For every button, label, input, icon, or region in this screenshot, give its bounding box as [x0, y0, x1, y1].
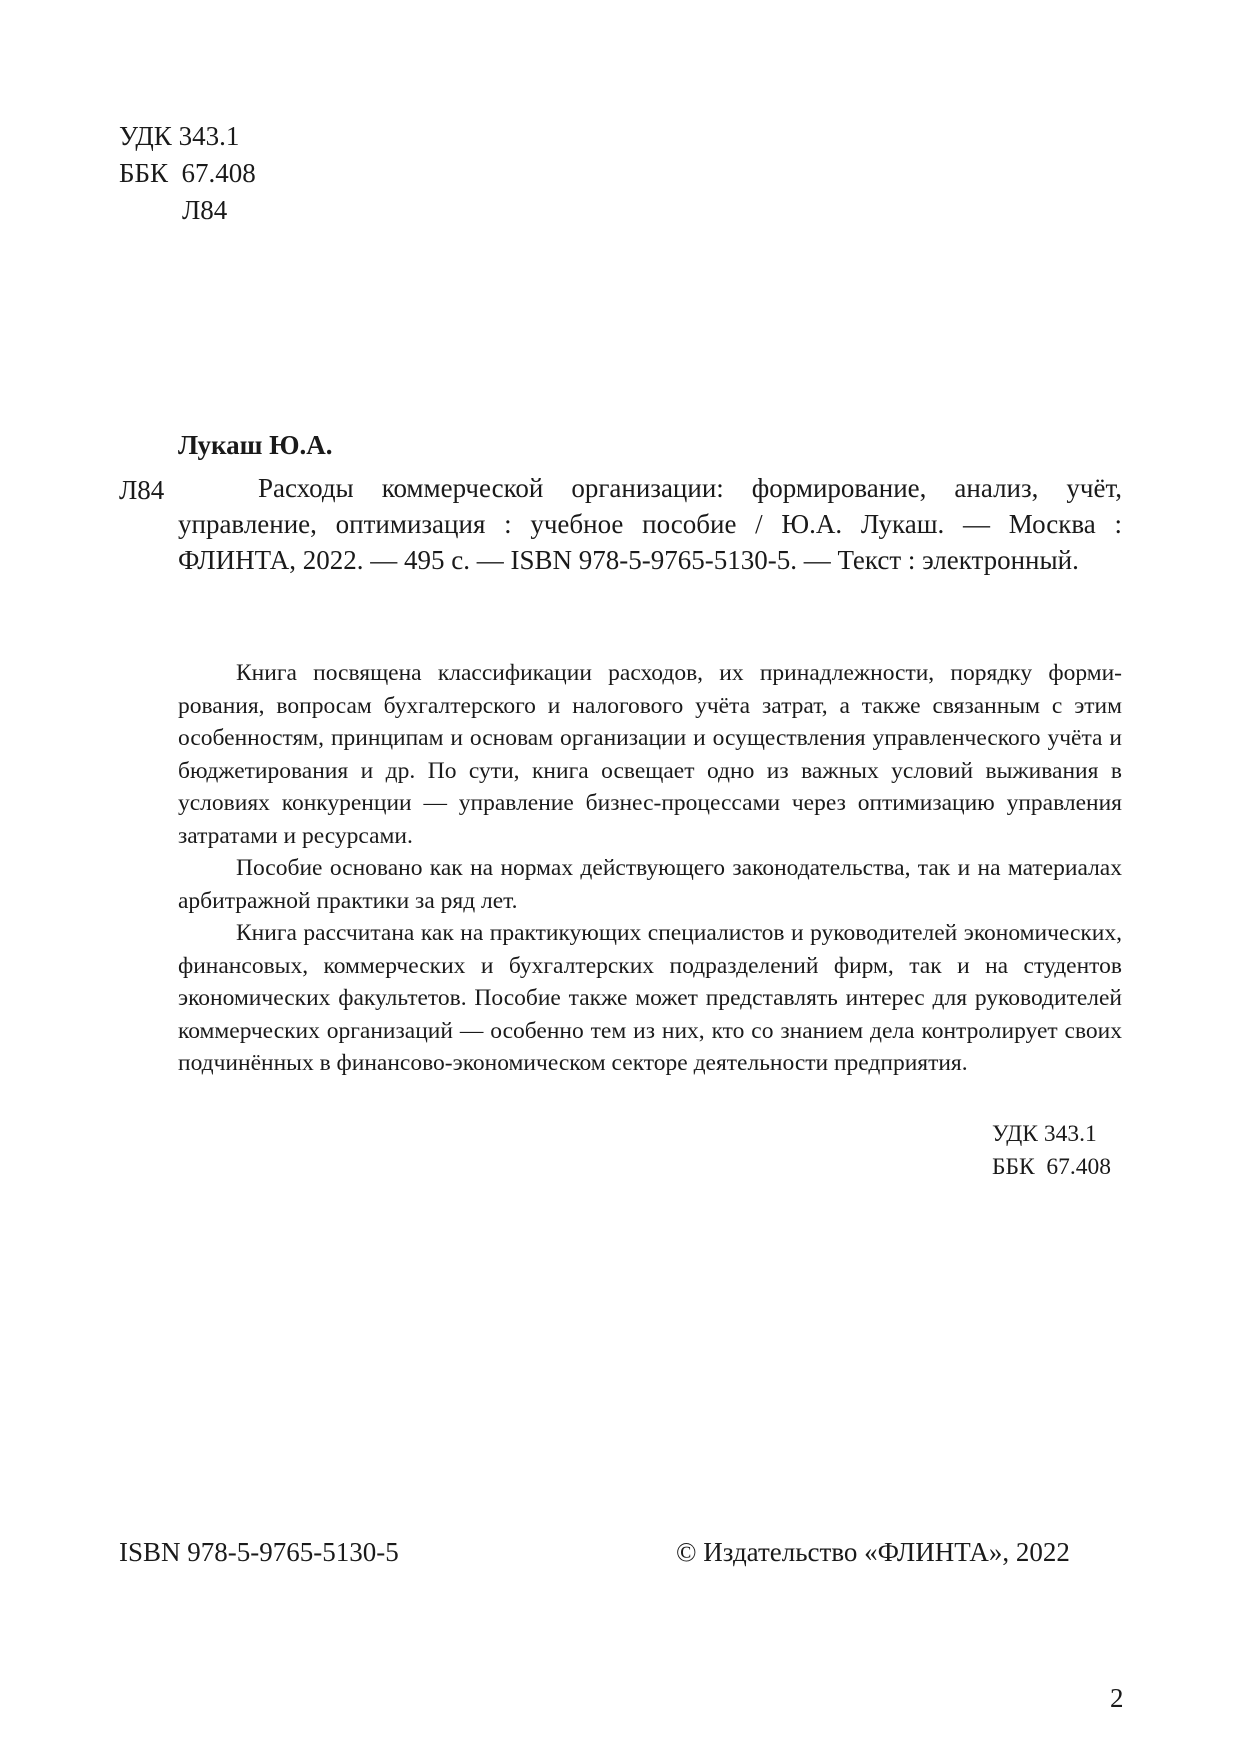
classification-top: [119, 118, 256, 229]
classification-bottom: [992, 1118, 1111, 1184]
annotation-paragraph: Книга рассчитана как на практикующих специалистов и руководителей экономических, финансовых, коммерческих и бухгалтерских подразделений фирм, так и на студентов экономических факультетов. Пособие также может представлять интерес для руководителей коммерческих организаций — особенно тем из них, кто со знанием дела контролирует своих подчинённых в финансово-экономическом секторе деятельности предприятия.: [178, 920, 1122, 1076]
bbk-code-top: ББК 67.408: [119, 158, 256, 188]
annotation: [178, 657, 1122, 1080]
udk-code-bottom: УДК 343.1: [992, 1121, 1097, 1147]
author-name: Лукаш Ю.А.: [178, 430, 333, 460]
copyright: © Издательство «ФЛИНТА», 2022: [676, 1537, 1070, 1567]
author-mark-record: Л84: [119, 475, 165, 505]
author-mark-top: Л84: [182, 195, 228, 225]
bbk-code-bottom: ББК 67.408: [992, 1154, 1112, 1180]
udk-code-top: УДК 343.1: [119, 121, 240, 151]
isbn: ISBN 978-5-9765-5130-5: [119, 1537, 399, 1567]
annotation-paragraph: Пособие основано как на нормах действующего законодательства, так и на материалах арбитражной практики за ряд лет.: [178, 855, 1122, 914]
annotation-paragraph: Книга посвящена классификации расходов, их принадлежности, порядку формирования, вопросам бухгалтерского и налогового учёта затрат, а также связанным с этим особенностям, принципам и основам организации и осуществления управленческого учёта и бюджетирования и др. По сути, книга освещает одно из важных условий выживания в условиях конкуренции — управление бизнес-процессами через оптимизацию управления затратами и ресурсами.: [178, 660, 1122, 849]
bibliographic-record: Расходы коммерческой организации: формирование, анализ, учёт, управление, оптимизация : учебное пособие / Ю.А. Лукаш. — Москва : ФЛИНТА, 2022. — 495 с. — ISBN 978-5-9765-5130-5. — Текст : электронный.: [178, 473, 1122, 575]
page-number: 2: [1110, 1683, 1124, 1713]
